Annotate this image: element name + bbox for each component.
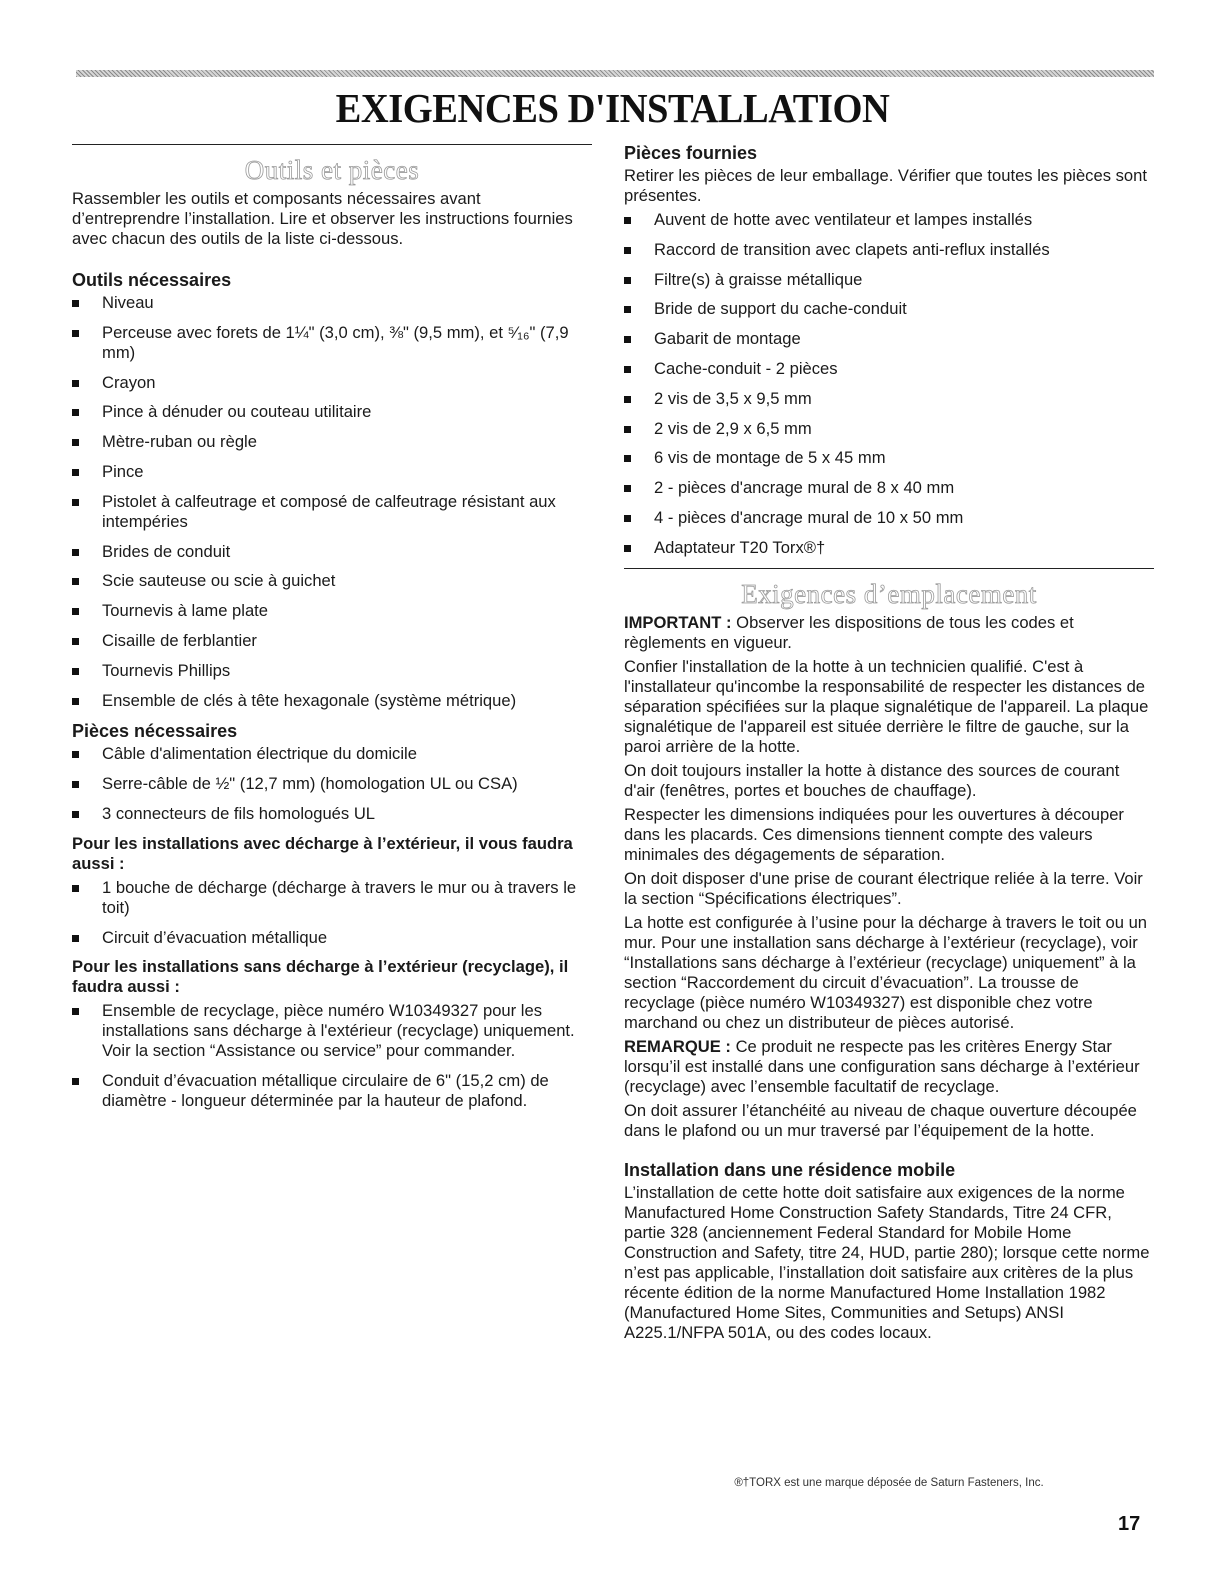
remarque-label: REMARQUE : <box>624 1036 731 1056</box>
location-paragraph: On doit disposer d'une prise de courant électrique reliée à la terre. Voir la section “Spécifications électriques”. <box>624 868 1143 908</box>
list-item: Auvent de hotte avec ventilateur et lampes installés <box>624 210 1154 230</box>
tools-list <box>72 293 592 711</box>
bullet-icon <box>72 781 79 788</box>
bullet-icon <box>72 499 79 506</box>
list-item: Pince <box>72 462 592 482</box>
important-paragraph: IMPORTANT : Observer les dispositions de tous les codes et règlements en vigueur. <box>624 612 1074 652</box>
tools-heading: Outils nécessaires <box>72 270 232 290</box>
parts-list <box>72 744 592 824</box>
exterior-list <box>72 878 592 948</box>
bullet-icon <box>72 300 79 307</box>
section-title-tools-parts: Outils et pièces <box>244 155 420 185</box>
list-item: Adaptateur T20 Torx®† <box>624 538 1154 558</box>
list-item: Gabarit de montage <box>624 329 1154 349</box>
supplied-list <box>624 210 1154 558</box>
footnote: ®†TORX est une marque déposée de Saturn Fasteners, Inc. <box>734 1477 1044 1489</box>
bullet-icon <box>72 469 79 476</box>
list-item: 2 vis de 2,9 x 6,5 mm <box>624 419 1154 439</box>
list-item: Niveau <box>72 293 592 313</box>
bullet-icon <box>72 638 79 645</box>
list-item: Pince à dénuder ou couteau utilitaire <box>72 402 592 422</box>
bullet-icon <box>624 306 631 313</box>
parts-heading: Pièces nécessaires <box>72 721 238 742</box>
bullet-icon <box>624 217 631 224</box>
bullet-icon <box>72 1008 79 1015</box>
list-item: Serre-câble de ½" (12,7 mm) (homologation UL ou CSA) <box>72 774 592 794</box>
important-label: IMPORTANT : <box>624 612 732 632</box>
page-title: EXIGENCES D'INSTALLATION <box>335 85 890 131</box>
list-item: Conduit d’évacuation métallique circulaire de 6" (15,2 cm) de diamètre - longueur déterminée par la hauteur de plafond. <box>72 1071 592 1111</box>
bullet-icon <box>624 277 631 284</box>
bullet-icon <box>72 668 79 675</box>
list-item: Crayon <box>72 373 592 393</box>
list-item: Filtre(s) à graisse métallique <box>624 270 1154 290</box>
bullet-icon <box>624 515 631 522</box>
exterior-heading: Pour les installations avec décharge à l’extérieur, il vous faudra aussi : <box>72 833 573 873</box>
bullet-icon <box>72 380 79 387</box>
list-item: Scie sauteuse ou scie à guichet <box>72 571 592 591</box>
location-paragraph: Confier l'installation de la hotte à un technicien qualifié. C'est à l'installateur qu'incombe la responsabilité de respecter les distances de séparation spécifiées sur la plaque signalétique de l'appareil. La plaque signalétique de l'appareil est située derrière le filtre de gauche, sur la paroi arrière de la hotte. <box>624 656 1149 756</box>
mobile-home-heading: Installation dans une résidence mobile <box>624 1159 956 1180</box>
bullet-icon <box>624 485 631 492</box>
page-number: 17 <box>1118 1513 1141 1535</box>
list-item: Cache-conduit - 2 pièces <box>624 359 1154 379</box>
supplied-heading: Pièces fournies <box>624 143 758 163</box>
list-item: Raccord de transition avec clapets anti-reflux installés <box>624 240 1154 260</box>
header-decorative-bar <box>76 70 1154 77</box>
list-item: 2 - pièces d'ancrage mural de 8 x 40 mm <box>624 478 1154 498</box>
list-item: Câble d'alimentation électrique du domicile <box>72 744 592 764</box>
supplied-intro: Retirer les pièces de leur emballage. Vérifier que toutes les pièces sont présentes. <box>624 166 1147 205</box>
recycle-list <box>72 1001 592 1111</box>
list-item: 2 vis de 3,5 x 9,5 mm <box>624 389 1154 409</box>
section-divider <box>624 568 1154 569</box>
bullet-icon <box>72 608 79 615</box>
remarque-paragraph: REMARQUE : Ce produit ne respecte pas les critères Energy Star lorsqu’il est installé dans une configuration sans décharge à l’extérieur (recyclage) avec l’ensemble facultatif de recyclage. <box>624 1036 1140 1096</box>
bullet-icon <box>72 751 79 758</box>
left-column <box>72 144 592 1121</box>
list-item: 6 vis de montage de 5 x 45 mm <box>624 448 1154 468</box>
bullet-icon <box>624 396 631 403</box>
bullet-icon <box>72 549 79 556</box>
location-paragraph: Respecter les dimensions indiquées pour les ouvertures à découper dans les placards. Ces dimensions tiennent compte des valeurs minimales des dégagements de séparation. <box>624 804 1124 864</box>
mobile-home-paragraph: L’installation de cette hotte doit satisfaire aux exigences de la norme Manufactured Home Construction Safety Standards, Titre 24 CFR, partie 328 (anciennement Federal Standard for Mobile Home Construction and Safety, titre 24, HUD, partie 280); lorsque cette norme n’est pas applicable, l’installation doit satisfaire aux critères de la plus récente édition de la norme Manufactured Home Installation 1982 (Manufactured Home Sites, Communities and Setups) ANSI A225.1/NFPA 501A, ou des codes locaux. <box>624 1182 1150 1342</box>
list-item: Ensemble de clés à tête hexagonale (système métrique) <box>72 691 592 711</box>
bullet-icon <box>72 1078 79 1085</box>
list-item: Tournevis à lame plate <box>72 601 592 621</box>
section-divider <box>72 144 592 145</box>
bullet-icon <box>624 247 631 254</box>
bullet-icon <box>72 935 79 942</box>
bullet-icon <box>72 698 79 705</box>
list-item: Ensemble de recyclage, pièce numéro W10349327 pour les installations sans décharge à l'extérieur (recyclage) uniquement. Voir la section “Assistance ou service” pour commander. <box>72 1001 592 1061</box>
list-item: Perceuse avec forets de 1¼" (3,0 cm), ⅜" (9,5 mm), et ⁵⁄₁₆" (7,9 mm) <box>72 323 592 363</box>
location-paragraph: On doit assurer l’étanchéité au niveau de chaque ouverture découpée dans le plafond ou un mur traversé par l’équipement de la hotte. <box>624 1100 1137 1140</box>
list-item: Cisaille de ferblantier <box>72 631 592 651</box>
bullet-icon <box>72 330 79 337</box>
bullet-icon <box>624 545 631 552</box>
list-item: Brides de conduit <box>72 542 592 562</box>
right-column <box>624 142 1154 1347</box>
list-item: 3 connecteurs de fils homologués UL <box>72 804 592 824</box>
location-paragraph: On doit toujours installer la hotte à distance des sources de courant d'air (fenêtres, portes et bouches de chauffage). <box>624 760 1120 800</box>
tools-intro: Rassembler les outils et composants nécessaires avant d’entreprendre l’installation. Lire et observer les instructions fournies avec chacun des outils de la liste ci-dessous. <box>72 189 573 248</box>
bullet-icon <box>624 336 631 343</box>
recycle-heading: Pour les installations sans décharge à l’extérieur (recyclage), il faudra aussi : <box>72 957 569 997</box>
list-item: Mètre-ruban ou règle <box>72 432 592 452</box>
list-item: 4 - pièces d'ancrage mural de 10 x 50 mm <box>624 508 1154 528</box>
bullet-icon <box>72 439 79 446</box>
bullet-icon <box>624 426 631 433</box>
bullet-icon <box>72 578 79 585</box>
list-item: Bride de support du cache-conduit <box>624 299 1154 319</box>
list-item: Circuit d’évacuation métallique <box>72 928 592 948</box>
bullet-icon <box>624 366 631 373</box>
bullet-icon <box>624 455 631 462</box>
bullet-icon <box>72 811 79 818</box>
list-item: Pistolet à calfeutrage et composé de calfeutrage résistant aux intempéries <box>72 492 592 532</box>
bullet-icon <box>72 409 79 416</box>
section-title-location: Exigences d’emplacement <box>741 578 1037 609</box>
location-paragraph: La hotte est configurée à l’usine pour la décharge à travers le toit ou un mur. Pour une installation sans décharge à l’extérieur (recyclage), voir “Installations sans décharge à l’extérieur (recyclage) uniquement” à la section “Raccordement du circuit d’évacuation”. La trousse de recyclage (pièce numéro W10349327) est disponible chez votre marchand ou chez un distributeur de pièces autorisé. <box>624 912 1148 1032</box>
list-item: 1 bouche de décharge (décharge à travers le mur ou à travers le toit) <box>72 878 592 918</box>
bullet-icon <box>72 885 79 892</box>
list-item: Tournevis Phillips <box>72 661 592 681</box>
